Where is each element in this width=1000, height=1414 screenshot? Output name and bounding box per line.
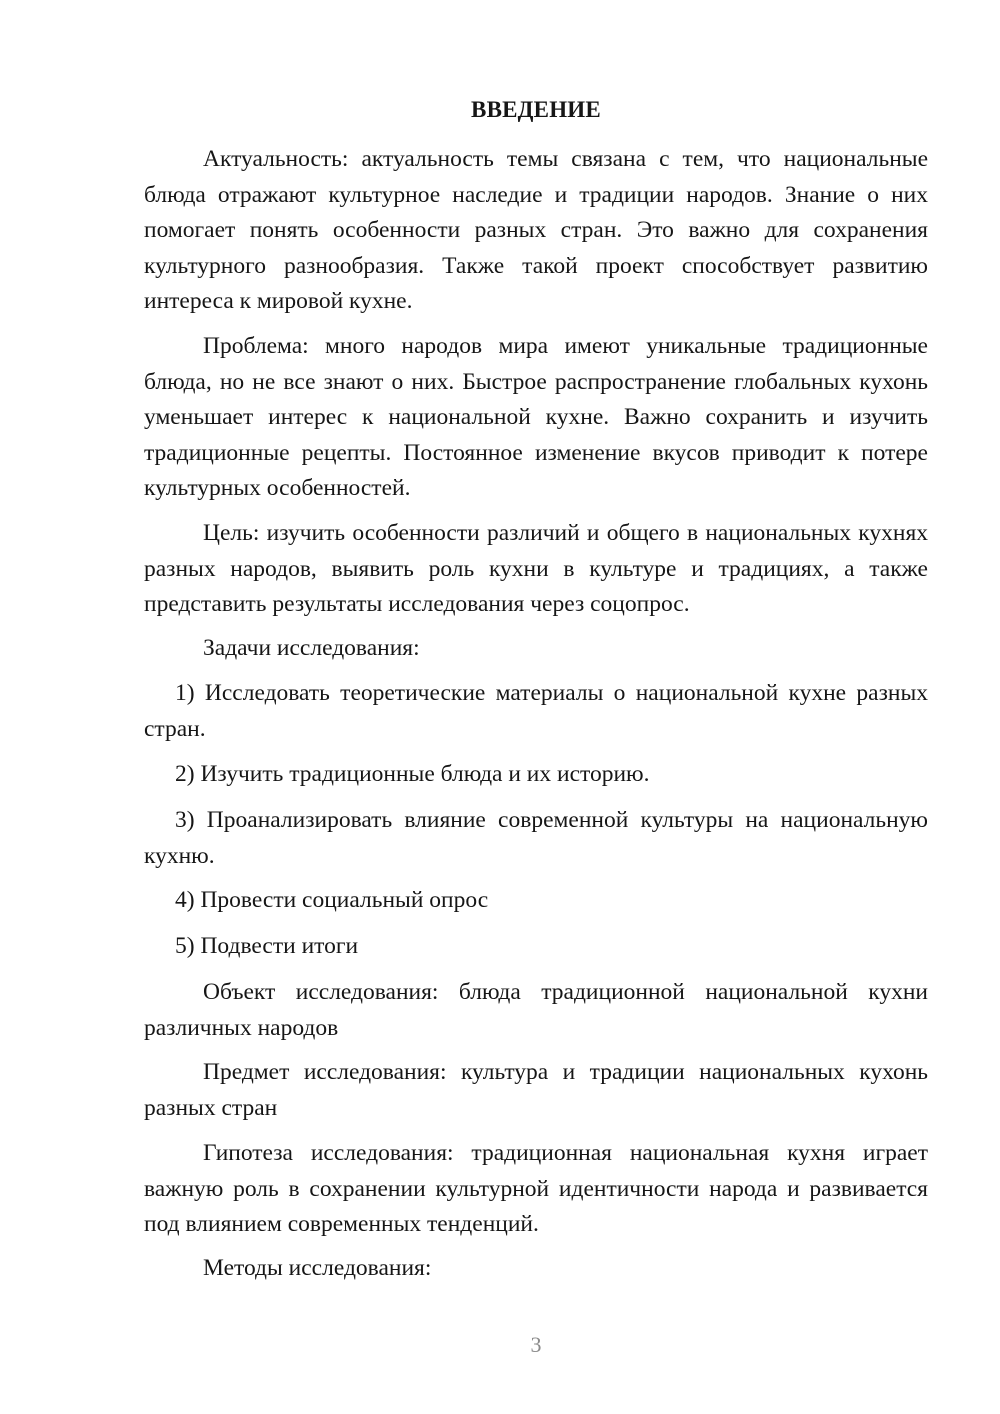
task-item-5: 5) Подвести итоги [175, 933, 359, 959]
paragraph-tasks-heading: Задачи исследования: [203, 635, 420, 661]
page-title: ВВЕДЕНИЕ [471, 97, 601, 122]
page-number: 3 [530, 1332, 542, 1357]
task-item-3: 3) Проанализировать влияние современной культуры на национальную кухню. [144, 807, 928, 869]
paragraph-methods: Методы исследования: [203, 1255, 432, 1281]
task-item-2: 2) Изучить традиционные блюда и их историю. [175, 761, 650, 787]
paragraph-relevance: Актуальность: актуальность темы связана с тем, что национальные блюда отражают культурное наследие и традиции народов. Знание о них помогает понять особенности разных стран. Это важно для сохранения культурного разнообразия. Также такой проект способствует развитию интереса к мировой кухне. [144, 146, 928, 314]
paragraph-object: Объект исследования: блюда традиционной национальной кухни различных народов [144, 979, 928, 1041]
task-item-4: 4) Провести социальный опрос [175, 887, 489, 913]
paragraph-problem: Проблема: много народов мира имеют уникальные традиционные блюда, но не все знают о них. Быстрое распространение глобальных кухонь уменьшает интерес к национальной кухне. Важно сохранить и изучить традиционные рецепты. Постоянное изменение вкусов приводит к потере культурных особенностей. [144, 333, 928, 501]
paragraph-goal: Цель: изучить особенности различий и общего в национальных кухнях разных народов, выявить роль кухни в культуре и традициях, а также представить результаты исследования через соцопрос. [144, 520, 928, 617]
paragraph-hypothesis: Гипотеза исследования: традиционная национальная кухня играет важную роль в сохранении культурной идентичности народа и развивается под влиянием современных тенденций. [144, 1140, 928, 1237]
paragraph-subject: Предмет исследования: культура и традиции национальных кухонь разных стран [144, 1059, 928, 1121]
task-item-1: 1) Исследовать теоретические материалы о национальной кухне разных стран. [144, 680, 928, 742]
